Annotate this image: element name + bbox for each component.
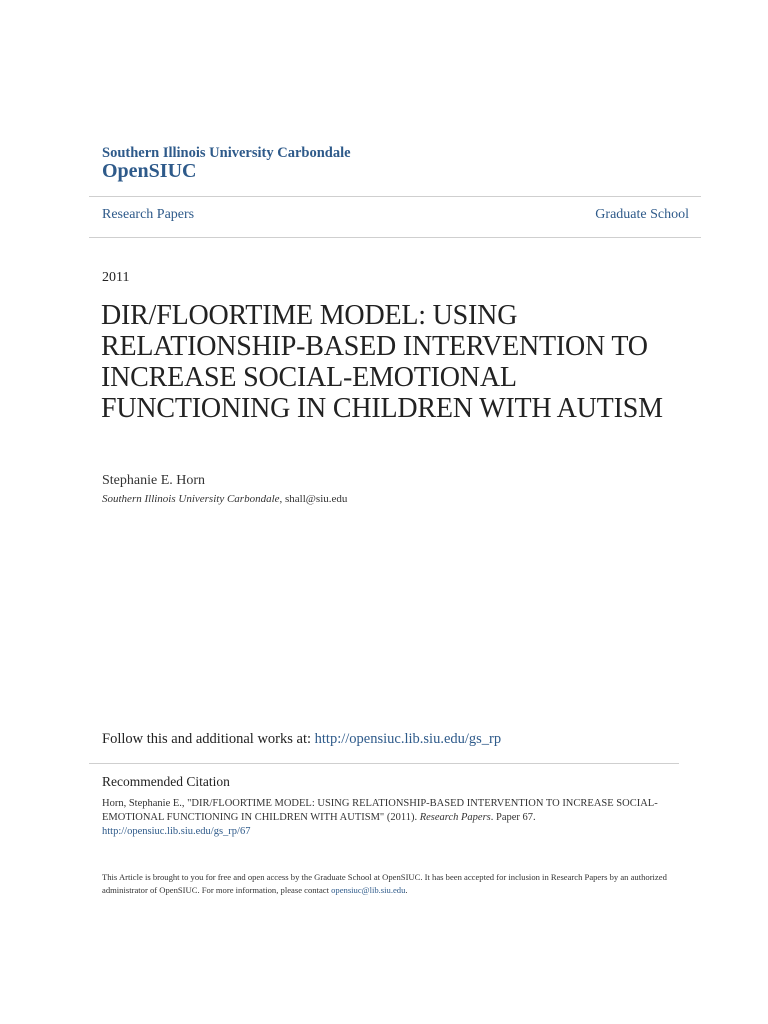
citation-link[interactable]: http://opensiuc.lib.siu.edu/gs_rp/67 <box>102 826 251 837</box>
citation-paper: . Paper 67. <box>490 812 536 823</box>
divider-mid <box>89 237 701 238</box>
author-name: Stephanie E. Horn <box>102 473 206 488</box>
affiliation-separator: , <box>279 493 286 505</box>
repository-name[interactable]: OpenSIUC <box>102 160 197 182</box>
footer-text: This Article is brought to you for free and open access by the Graduate School at OpenSIUC. It has been accepted for inclusion in Research Papers by an authorized administrator of OpenSIUC. For more information, please contact <box>102 872 667 895</box>
contact-email-link[interactable]: opensiuc@lib.siu.edu <box>331 885 406 895</box>
citation-text: Horn, Stephanie E., "DIR/FLOORTIME MODEL: USING RELATIONSHIP-BASED INTERVENTION TO INCREASE SOCIAL-EMOTIONAL FUNCTIONING IN CHILDREN WITH AUTISM" (2011). <box>102 798 658 823</box>
research-papers-link[interactable]: Research Papers <box>102 207 195 222</box>
citation-series: Research Papers <box>419 812 491 823</box>
article-title: DIR/FLOORTIME MODEL: USING RELATIONSHIP-BASED INTERVENTION TO INCREASE SOCIAL-EMOTIONAL FUNCTIONING IN CHILDREN WITH AUTISM <box>101 300 663 424</box>
footer-end: . <box>405 885 408 895</box>
divider-top <box>89 196 701 197</box>
footer-notice <box>102 871 670 897</box>
citation-body <box>102 797 662 839</box>
follow-prefix: Follow this and additional works at: <box>102 731 315 747</box>
graduate-school-link[interactable]: Graduate School <box>595 207 689 222</box>
author-email: shall@siu.edu <box>285 493 348 505</box>
publication-year: 2011 <box>102 270 130 285</box>
follow-line <box>102 731 501 748</box>
affiliation-institution: Southern Illinois University Carbondale <box>102 493 280 505</box>
institution-name: Southern Illinois University Carbondale <box>102 145 351 161</box>
author-affiliation <box>102 493 347 505</box>
follow-link[interactable]: http://opensiuc.lib.siu.edu/gs_rp <box>314 731 502 747</box>
divider-citation <box>89 763 679 764</box>
citation-heading: Recommended Citation <box>102 774 230 789</box>
